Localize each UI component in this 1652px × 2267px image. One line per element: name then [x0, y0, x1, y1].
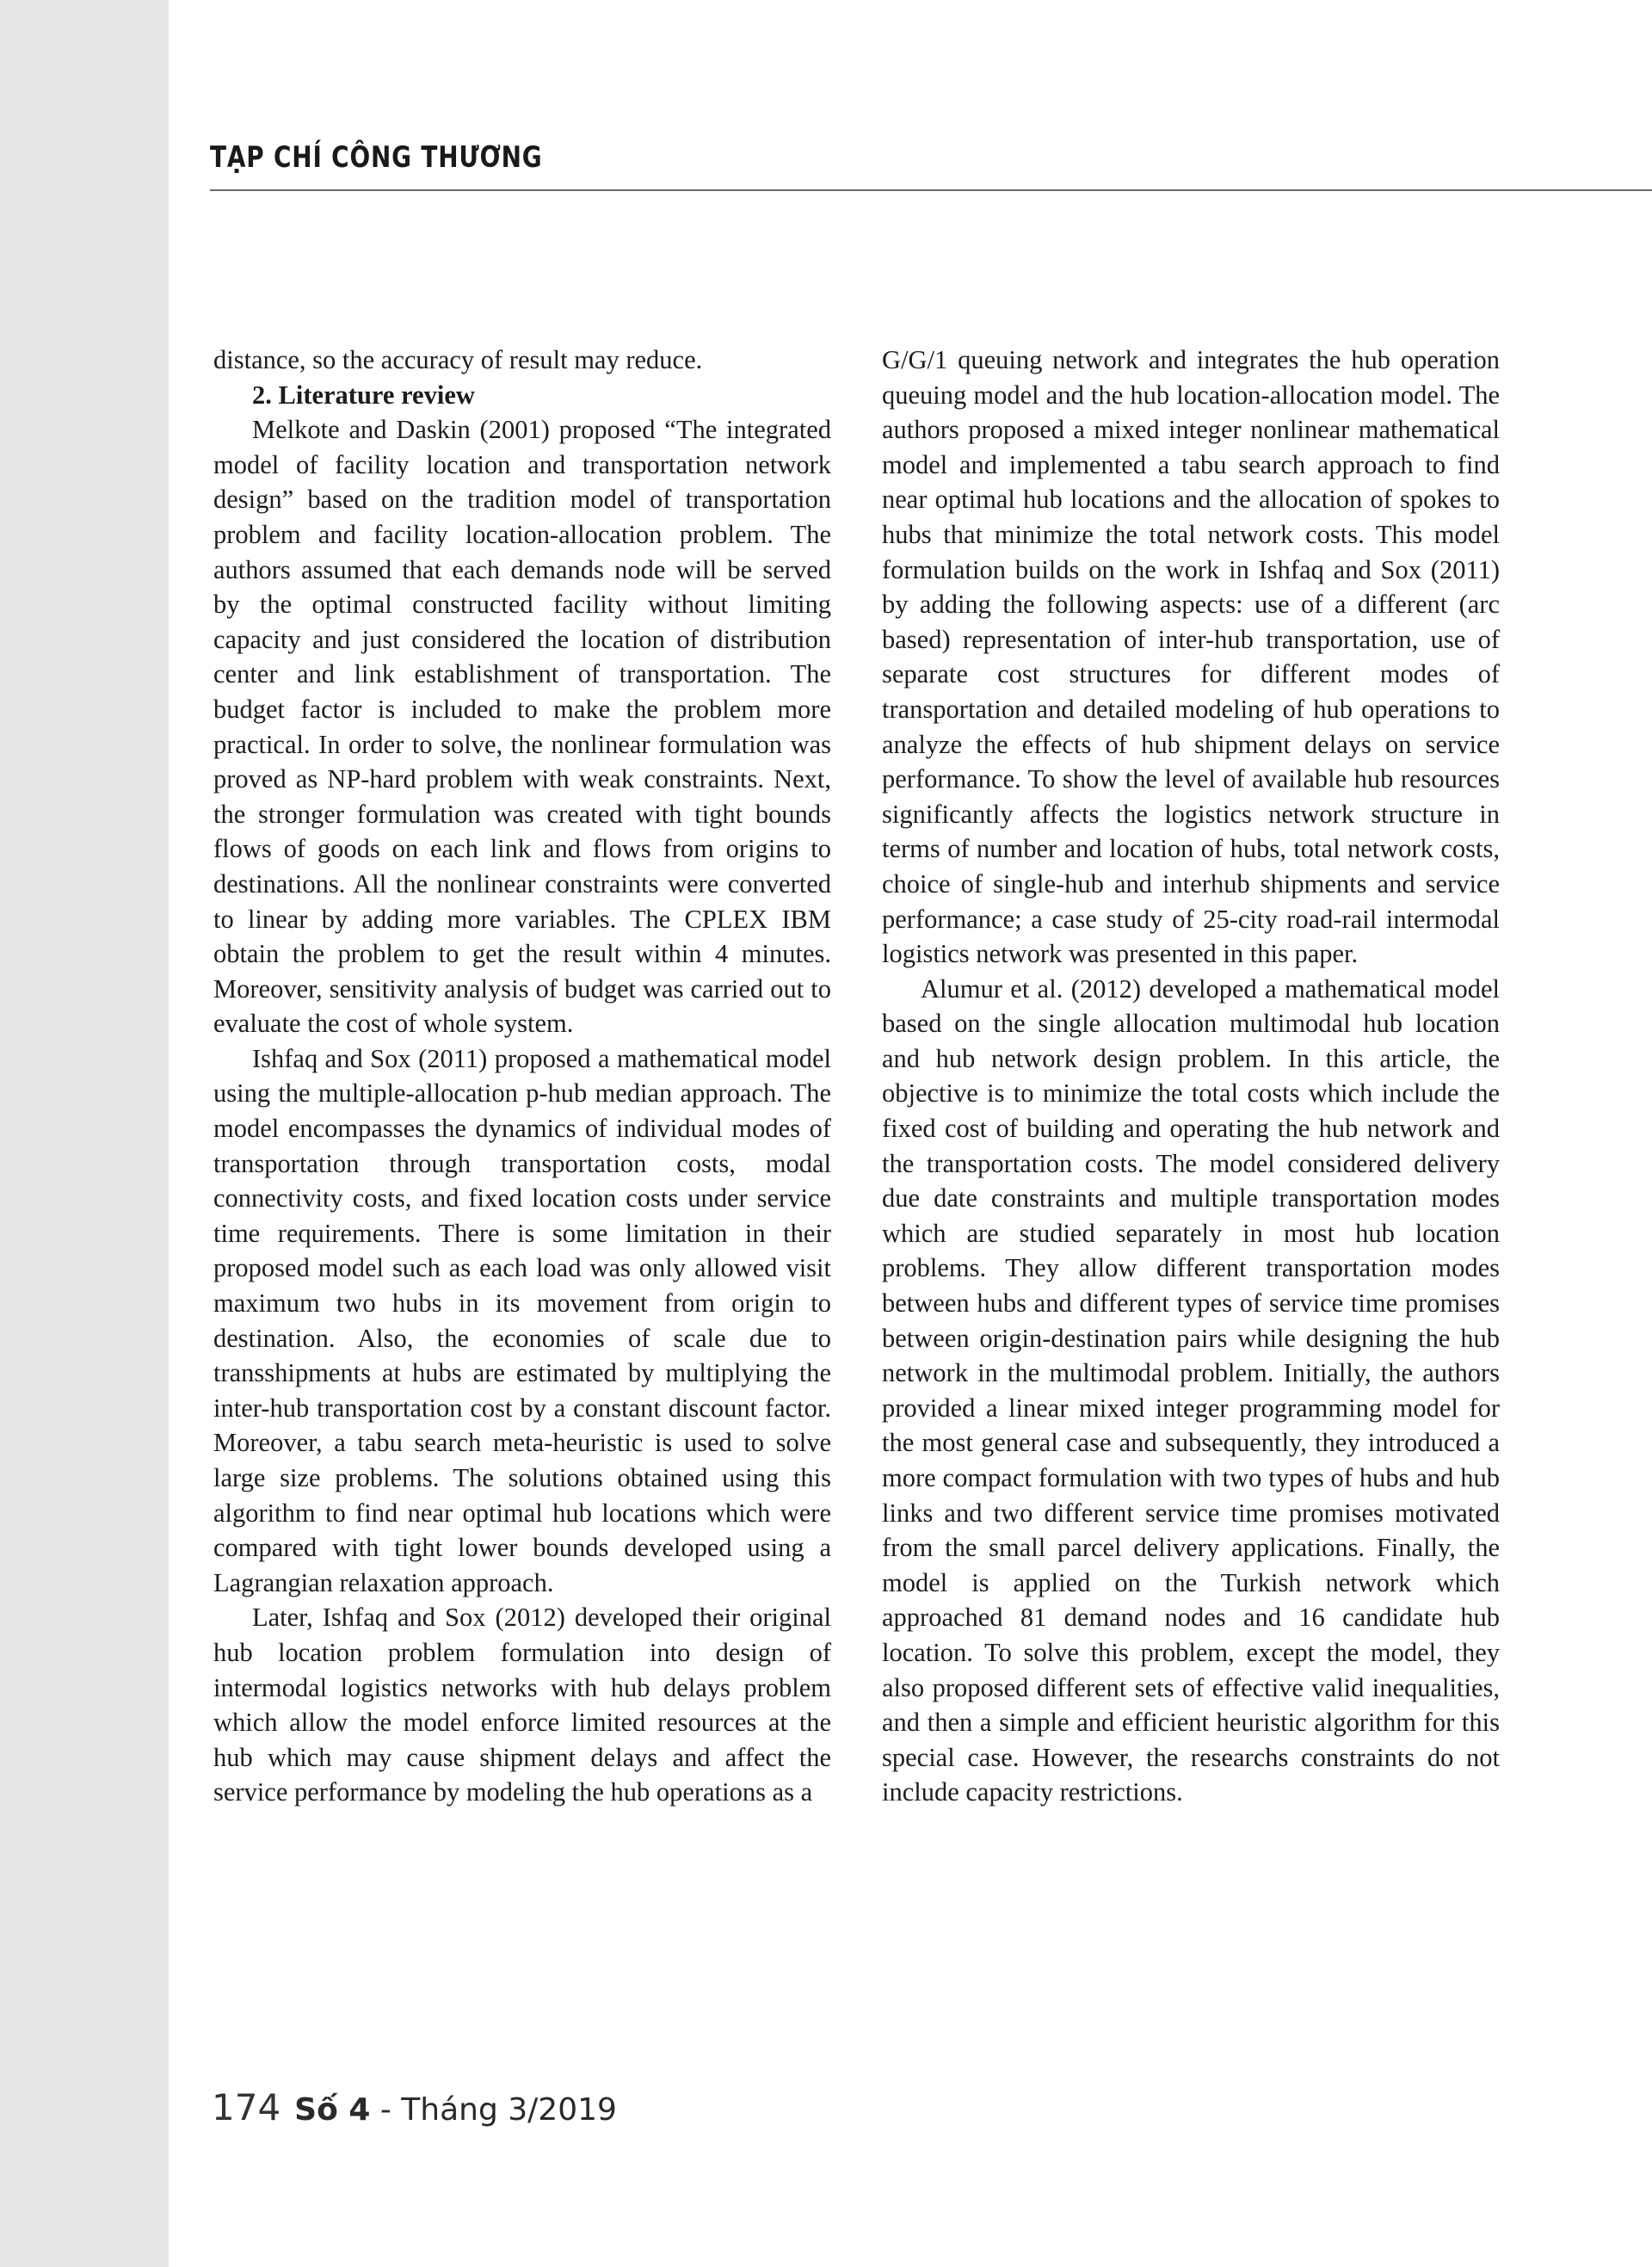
intro-tail-text: distance, so the accuracy of result may reduce.: [213, 345, 703, 374]
paragraph-ishfaq-sox-2012: Later, Ishfaq and Sox (2012) developed their original hub location problem formulation into design of intermodal logistics networks with hub delays problem which allow the model enforce limited resources at the hub which may cause shipment delays and affect the service performance by modeling the hub operations as a: [213, 1603, 831, 1807]
right-column: [882, 343, 1500, 1810]
section-heading: 2. Literature review: [252, 380, 475, 410]
page-margin-band: [0, 0, 169, 2267]
page-number: 174: [212, 2086, 281, 2128]
paragraph-melkote-daskin: Melkote and Daskin (2001) proposed “The integrated model of facility location and transportation network design” based on the tradition model of transportation problem and facility location-allocation problem. The authors assumed that each demands node will be served by the optimal constructed facility without limiting capacity and just considered the location of distribution center and link establishment of transportation. The budget factor is included to make the problem more practical. In order to solve, the nonlinear formulation was proved as NP-hard problem with weak constraints. Next, the stronger formulation was created with tight bounds flows of goods on each link and flows from origins to destinations. All the nonlinear constraints were converted to linear by adding more variables. The CPLEX IBM obtain the problem to get the result within 4 minutes. Moreover, sensitivity analysis of budget was carried out to evaluate the cost of whole system.: [213, 415, 831, 1039]
paragraph-ishfaq-sox-2011: Ishfaq and Sox (2011) proposed a mathematical model using the multiple-allocation p-hub median approach. The model encompasses the dynamics of individual modes of transportation through transportation costs, modal connectivity costs, and fixed location costs under service time requirements. There is some limitation in their proposed model such as each load was only allowed visit maximum two hubs in its movement from origin to destination. Also, the economies of scale due to transshipments at hubs are estimated by multiplying the inter-hub transportation cost by a constant discount factor. Moreover, a tabu search meta-heuristic is used to solve large size problems. The solutions obtained using this algorithm to find near optimal hub locations which were compared with tight lower bounds developed using a Lagrangian relaxation approach.: [213, 1043, 831, 1597]
issue-date: - Tháng 3/2019: [370, 2092, 617, 2128]
left-column: [213, 343, 831, 1810]
paragraph-alumur: Alumur et al. (2012) developed a mathematical model based on the single allocation multimodal hub location and hub network design problem. In this article, the objective is to minimize the total costs which include the fixed cost of building and operating the hub network and the transportation costs. The model considered delivery due date constraints and multiple transportation modes which are studied separately in most hub location problems. They allow different transportation modes between hubs and different types of service time promises between origin-destination pairs while designing the hub network in the multimodal problem. Initially, the authors provided a linear mixed integer programming model for the most general case and subsequently, they introduced a more compact formulation with two types of hubs and hub links and two different service time promises motivated from the small parcel delivery applications. Finally, the model is applied on the Turkish network which approached 81 demand nodes and 16 candidate hub location. To solve this problem, except the model, they also proposed different sets of effective valid inequalities, and then a simple and efficient heuristic algorithm for this special case. However, the researchs constraints do not include capacity restrictions.: [882, 973, 1500, 1807]
issue-label: Số 4: [294, 2092, 371, 2128]
paragraph-continuation: G/G/1 queuing network and integrates the hub operation queuing model and the hub location-allocation model. The authors proposed a mixed integer nonlinear mathematical model and implemented a tabu search approach to find near optimal hub locations and the allocation of spokes to hubs that minimize the total network costs. This model formulation builds on the work in Ishfaq and Sox (2011) by adding the following aspects: use of a different (arc based) representation of inter-hub transportation, use of separate cost structures for different modes of transportation and detailed modeling of hub operations to analyze the effects of hub shipment delays on service performance. To show the level of available hub resources significantly affects the logistics network structure in terms of number and location of hubs, total network costs, choice of single-hub and interhub shipments and service performance; a case study of 25-city road-rail intermodal logistics network was presented in this paper.: [882, 345, 1500, 969]
header-divider: [210, 189, 1652, 191]
page-footer: [212, 2086, 617, 2128]
journal-title: TẠP CHÍ CÔNG THƯƠNG: [210, 140, 543, 175]
